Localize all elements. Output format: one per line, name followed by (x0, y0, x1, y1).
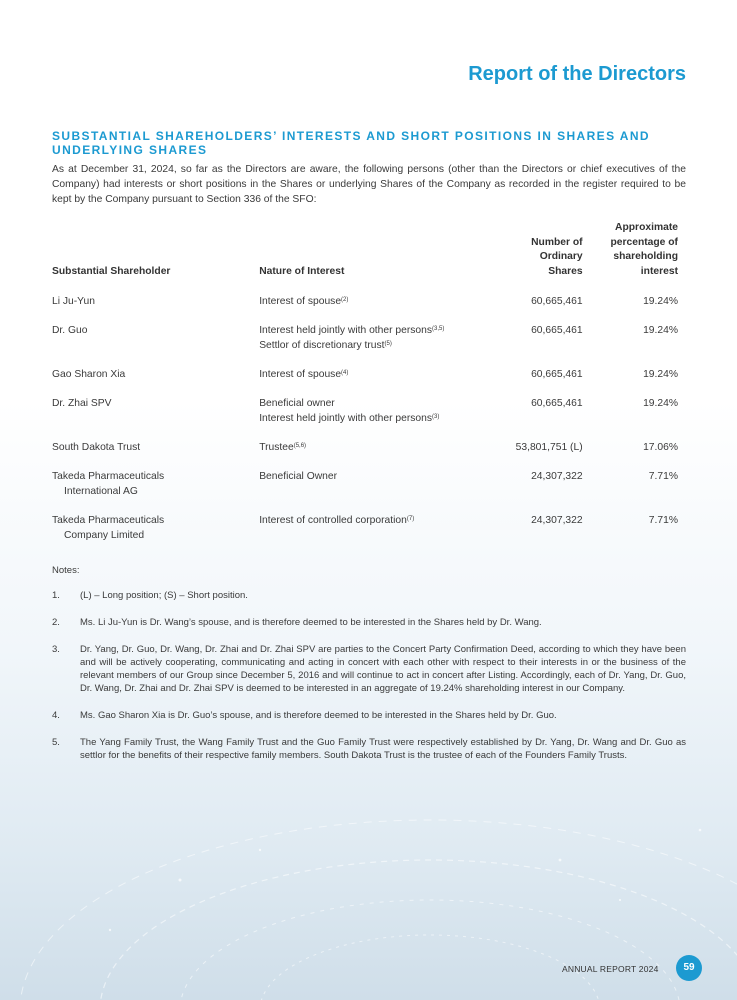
header-percentage: Approximate percentage of shareholding interest (610, 222, 678, 277)
cell-shares: 60,665,461 (531, 325, 583, 336)
table-header-row (52, 221, 686, 294)
cell-holder: Dr. Zhai SPV (52, 398, 112, 409)
table-row (52, 469, 686, 513)
table-row (52, 513, 686, 557)
note-number: 5. (52, 737, 60, 748)
cell-holder: Li Ju-Yun (52, 296, 95, 307)
note-item (52, 643, 686, 695)
cell-holder: Takeda Pharmaceuticals Company Limited (52, 515, 165, 541)
note-item (52, 616, 686, 629)
cell-percentage: 17.06% (643, 442, 678, 453)
note-item (52, 709, 686, 722)
table-row (52, 440, 686, 469)
note-item (52, 736, 686, 762)
cell-holder: Gao Sharon Xia (52, 369, 126, 380)
table-row (52, 367, 686, 396)
cell-percentage: 7.71% (648, 515, 678, 526)
cell-shares: 60,665,461 (531, 369, 583, 380)
cell-nature: Beneficial Owner (259, 471, 338, 482)
cell-shares: 24,307,322 (531, 515, 583, 526)
cell-shares: 53,801,751 (L) (515, 442, 583, 453)
notes-label: Notes: (52, 565, 80, 576)
cell-nature: Beneficial owner Interest held jointly with other persons$^{(3)}$ (259, 398, 440, 424)
header-holder: Substantial Shareholder (52, 265, 171, 277)
note-number: 2. (52, 617, 60, 628)
cell-nature: Interest of spouse$^{(4)}$ (259, 369, 349, 380)
intro-paragraph: As at December 31, 2024, so far as the Directors are aware, the following persons (other than the Directors or chief executives of the Company) had interests or short positions in the Shares or underlying Shares of the Company as recorded in the register required to be kept by the Company pursuant to Section 336 of the SFO: (52, 164, 686, 205)
table-row (52, 294, 686, 323)
cell-percentage: 19.24% (643, 369, 678, 380)
cell-holder: Dr. Guo (52, 325, 88, 336)
cell-nature: Interest of spouse$^{(2)}$ (259, 296, 349, 307)
note-text: (L) – Long position; (S) – Short position. (80, 590, 248, 601)
note-text: The Yang Family Trust, the Wang Family Trust and the Guo Family Trust were respectively established by Dr. Yang, Dr. Wang and Dr. Guo as settlor for the benefits of their respective family members. South Dakota Trust is the trustee of each of the Founders Family Trusts. (80, 737, 686, 761)
header-shares: Number of Ordinary Shares (531, 236, 583, 277)
table-row (52, 323, 686, 367)
cell-holder: South Dakota Trust (52, 442, 141, 453)
note-item (52, 589, 686, 602)
shareholders-table (52, 221, 686, 557)
cell-shares: 60,665,461 (531, 398, 583, 409)
cell-shares: 24,307,322 (531, 471, 583, 482)
table-body (52, 294, 686, 557)
cell-nature: Trustee$^{(5,6)}$ (259, 442, 307, 453)
page-title: Report of the Directors (468, 63, 686, 85)
header-nature: Nature of Interest (259, 265, 345, 277)
note-text: Ms. Gao Sharon Xia is Dr. Guo’s spouse, and is therefore deemed to be interested in the Shares held by Dr. Guo. (80, 710, 557, 721)
note-number: 3. (52, 644, 60, 655)
note-number: 1. (52, 590, 60, 601)
cell-nature: Interest held jointly with other persons$^{(3,5)}$ Settlor of discretionary trust$^{(5)}$ (259, 325, 445, 351)
footer-label: ANNUAL REPORT 2024 (562, 964, 659, 974)
note-text: Dr. Yang, Dr. Guo, Dr. Wang, Dr. Zhai and Dr. Zhai SPV are parties to the Concert Party Confirmation Deed, according to which they have been and will be actively cooperating, communicating and acting in concert with each other with respect to their interests in or the business of the relevant members of our Group since December 5, 2016 and will continue to act in concert after Listing. Accordingly, each of Dr. Yang, Dr. Guo, Dr. Wang, Dr. Zhai and Dr. Zhai SPV is deemed to be interested in an aggregate of 19.24% shareholding interest in our Company. (80, 644, 686, 694)
table-row (52, 396, 686, 440)
cell-percentage: 19.24% (643, 398, 678, 409)
cell-holder: Takeda Pharmaceuticals International AG (52, 471, 165, 497)
notes-list (52, 589, 686, 776)
cell-nature: Interest of controlled corporation$^{(7)}$ (259, 515, 415, 526)
cell-percentage: 19.24% (643, 325, 678, 336)
note-number: 4. (52, 710, 60, 721)
note-text: Ms. Li Ju-Yun is Dr. Wang’s spouse, and is therefore deemed to be interested in the Shares held by Dr. Wang. (80, 617, 542, 628)
page-number-badge: 59 (676, 955, 702, 981)
section-heading: SUBSTANTIAL SHAREHOLDERS’ INTERESTS AND SHORT POSITIONS IN SHARES AND UNDERLYING SHARES (52, 129, 650, 157)
cell-shares: 60,665,461 (531, 296, 583, 307)
cell-percentage: 19.24% (643, 296, 678, 307)
cell-percentage: 7.71% (648, 471, 678, 482)
